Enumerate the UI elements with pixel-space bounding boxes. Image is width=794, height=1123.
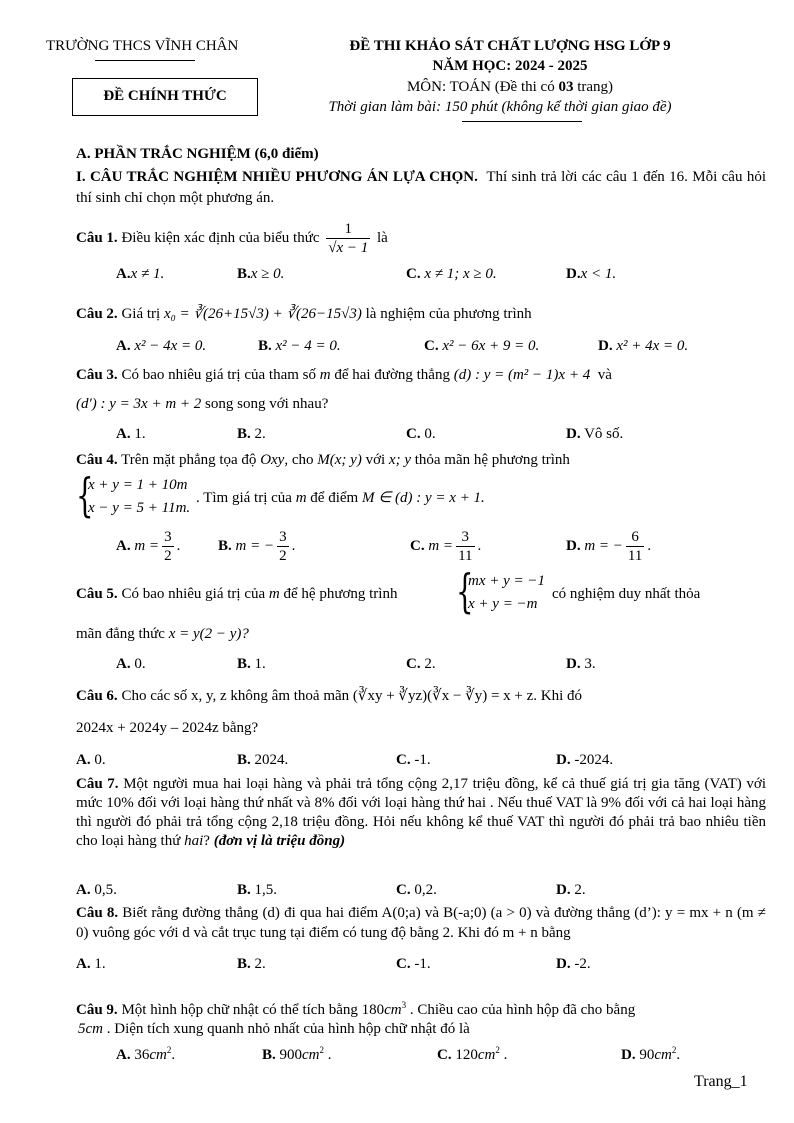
question-1: Câu 1. Điều kiện xác định của biểu thức $\frac{1}{√x - 1}$ là	[76, 221, 388, 257]
q2-option-c[interactable]: C. x² − 6x + 9 = 0.	[424, 338, 540, 354]
q2-option-a[interactable]: A. x² − 4x = 0.	[116, 338, 207, 354]
time-underline	[462, 121, 582, 122]
question-6-line1: Câu 6. Cho các số x, y, z không âm thoả mãn (∛xy + ∛yz)(∛x − ∛y) = x + z. Khi đó	[76, 688, 583, 704]
school-underline	[95, 60, 195, 61]
q3-line-d-prime: (d′) : y = 3x + m + 2	[76, 396, 202, 412]
q1-option-b[interactable]: B.x ≥ 0.	[237, 266, 285, 282]
q5-option-d[interactable]: D. 3.	[566, 656, 596, 672]
question-3-line1: Câu 3. Có bao nhiêu giá trị của tham số m để hai đường thẳng (d) : y = (m² − 1)x + 4 và	[76, 367, 612, 383]
school-year: NĂM HỌC: 2024 - 2025	[432, 58, 588, 74]
q1-option-c[interactable]: C. x ≠ 1; x ≥ 0.	[406, 266, 497, 282]
q7-option-d[interactable]: D. 2.	[556, 882, 586, 898]
q3-option-b[interactable]: B. 2.	[237, 426, 266, 442]
question-7: Câu 7. Một người mua hai loại hàng và phải trả tổng cộng 2,17 triệu đồng, kể cả thuế giá trị gia tăng (VAT) với mức 10% đối với loại hàng thứ nhất và 8% đối với loại hàng thứ hai . Nếu thuế VAT là 9% đối với cả hai loại hàng thì người đó phải trả tổng cộng 2,18 triệu đồng. Hỏi nếu không kể thuế VAT thì người đó phải trả bao nhiêu tiền cho loại hàng thứ hai? (đơn vị là triệu đồng)	[76, 776, 766, 849]
question-5-tail: có nghiệm duy nhất thỏa	[552, 586, 701, 602]
q4-option-a[interactable]: A. m = $\frac{3}{2}$ .	[116, 529, 181, 564]
q5-system-brace: {	[456, 564, 474, 618]
q6-option-d[interactable]: D. -2024.	[556, 752, 614, 768]
page-number: Trang_1	[694, 1073, 748, 1090]
official-label-box	[72, 78, 258, 116]
question-5-line1: Câu 5. Có bao nhiêu giá trị của m để hệ phương trình	[76, 586, 398, 602]
official-label: ĐỀ CHÍNH THỨC	[103, 88, 227, 104]
q4-system-brace: {	[76, 468, 94, 522]
q6-option-c[interactable]: C. -1.	[396, 752, 431, 768]
question-2: Câu 2. Giá trị x₀ = ∛(26+15√3) + ∛(26−15√3) là nghiệm của phương trình	[76, 306, 532, 322]
school-name: TRƯỜNG THCS VĨNH CHÂN	[46, 38, 239, 54]
q4-option-b[interactable]: B. m = − $\frac{3}{2}$ .	[218, 529, 296, 564]
q8-option-a[interactable]: A. 1.	[76, 956, 106, 972]
question-5-line2: mãn đẳng thức x = y(2 − y)?	[76, 626, 249, 642]
q1-fraction: $\frac{1}{√x - 1}$	[328, 221, 369, 257]
q5-option-c[interactable]: C. 2.	[406, 656, 436, 672]
q4-option-d[interactable]: D. m = − $\frac{6}{11}$ .	[566, 529, 652, 564]
q7-option-a[interactable]: A. 0,5.	[76, 882, 117, 898]
question-4-line2: . Tìm giá trị của m để điểm M ∈ (d) : y = x + 1.	[196, 490, 485, 506]
q9-option-d[interactable]: D. $90cm^2$.	[621, 1045, 681, 1063]
q2-option-b[interactable]: B. x² − 4 = 0.	[258, 338, 341, 354]
q7-option-b[interactable]: B. 1,5.	[237, 882, 278, 898]
q6-option-b[interactable]: B. 2024.	[237, 752, 289, 768]
exam-title: ĐỀ THI KHẢO SÁT CHẤT LƯỢNG HSG LỚP 9	[349, 38, 671, 54]
question-4-line1: Câu 4. Trên mặt phẳng tọa độ Oxy, cho M(x; y) với x; y thỏa mãn hệ phương trình	[76, 452, 570, 468]
question-3-line2: (d′) : y = 3x + m + 2 song song với nhau?	[76, 396, 329, 412]
question-9-line1: Câu 9. Một hình hộp chữ nhật có thể tích bằng $180cm^3$ . Chiều cao của hình hộp đã cho bằng	[76, 1000, 636, 1018]
section-i: I. CÂU TRẮC NGHIỆM NHIỀU PHƯƠNG ÁN LỰA CHỌN. Thí sinh trả lời các câu 1 đến 16. Mỗi câu hỏi thí sinh chỉ chọn một phương án.	[76, 169, 766, 206]
q8-option-c[interactable]: C. -1.	[396, 956, 431, 972]
q7-option-c[interactable]: C. 0,2.	[396, 882, 437, 898]
section-a-title: A. PHẦN TRẮC NGHIỆM (6,0 điểm)	[76, 146, 319, 162]
question-6-line2: 2024x + 2024y – 2024z bằng?	[76, 720, 259, 736]
q2-option-d[interactable]: D. x² + 4x = 0.	[598, 338, 689, 354]
q9-option-b[interactable]: B. $900cm^2$ .	[262, 1045, 332, 1063]
q3-line-d: (d) : y = (m² − 1)x + 4	[453, 367, 591, 383]
subject-line: MÔN: TOÁN (Đề thi có 03 trang)	[406, 79, 614, 95]
q4-system: x + y = 1 + 10m x − y = 5 + 11m.	[88, 477, 191, 516]
q5-option-b[interactable]: B. 1.	[237, 656, 266, 672]
q6-expression: (∛xy + ∛yz)(∛x − ∛y) = x + z	[352, 688, 534, 704]
q3-option-d[interactable]: D. Vô số.	[566, 426, 624, 442]
q5-option-a[interactable]: A. 0.	[116, 656, 146, 672]
q3-option-a[interactable]: A. 1.	[116, 426, 146, 442]
q6-option-a[interactable]: A. 0.	[76, 752, 106, 768]
q5-system: mx + y = −1 x + y = −m	[468, 573, 546, 612]
q8-option-b[interactable]: B. 2.	[237, 956, 266, 972]
q8-option-d[interactable]: D. -2.	[556, 956, 591, 972]
q1-option-a[interactable]: A.x ≠ 1.	[116, 266, 165, 282]
time-line: Thời gian làm bài: 150 phút (không kể thời gian giao đề)	[328, 99, 672, 115]
question-9-line2: 5cm . Diện tích xung quanh nhỏ nhất của hình hộp chữ nhật đó là	[78, 1021, 470, 1037]
q9-option-a[interactable]: A. $36cm^2$.	[116, 1045, 176, 1063]
question-8: Câu 8. Biết rằng đường thẳng (d) đi qua hai điểm A(0;a) và B(-a;0) (a > 0) và đường thẳng (d’): y = mx + n (m ≠ 0) vuông góc với d và cắt trục tung tại điểm có tung độ bằng 2. Khi đó m + n bằng	[76, 905, 766, 941]
q1-option-d[interactable]: D.x < 1.	[566, 266, 617, 282]
q9-option-c[interactable]: C. $120cm^2$ .	[437, 1045, 508, 1063]
q4-option-c[interactable]: C. m = $\frac{3}{11}$ .	[410, 529, 482, 564]
q3-option-c[interactable]: C. 0.	[406, 426, 436, 442]
q2-expression: x₀ = ∛(26+15√3) + ∛(26−15√3)	[163, 306, 362, 322]
